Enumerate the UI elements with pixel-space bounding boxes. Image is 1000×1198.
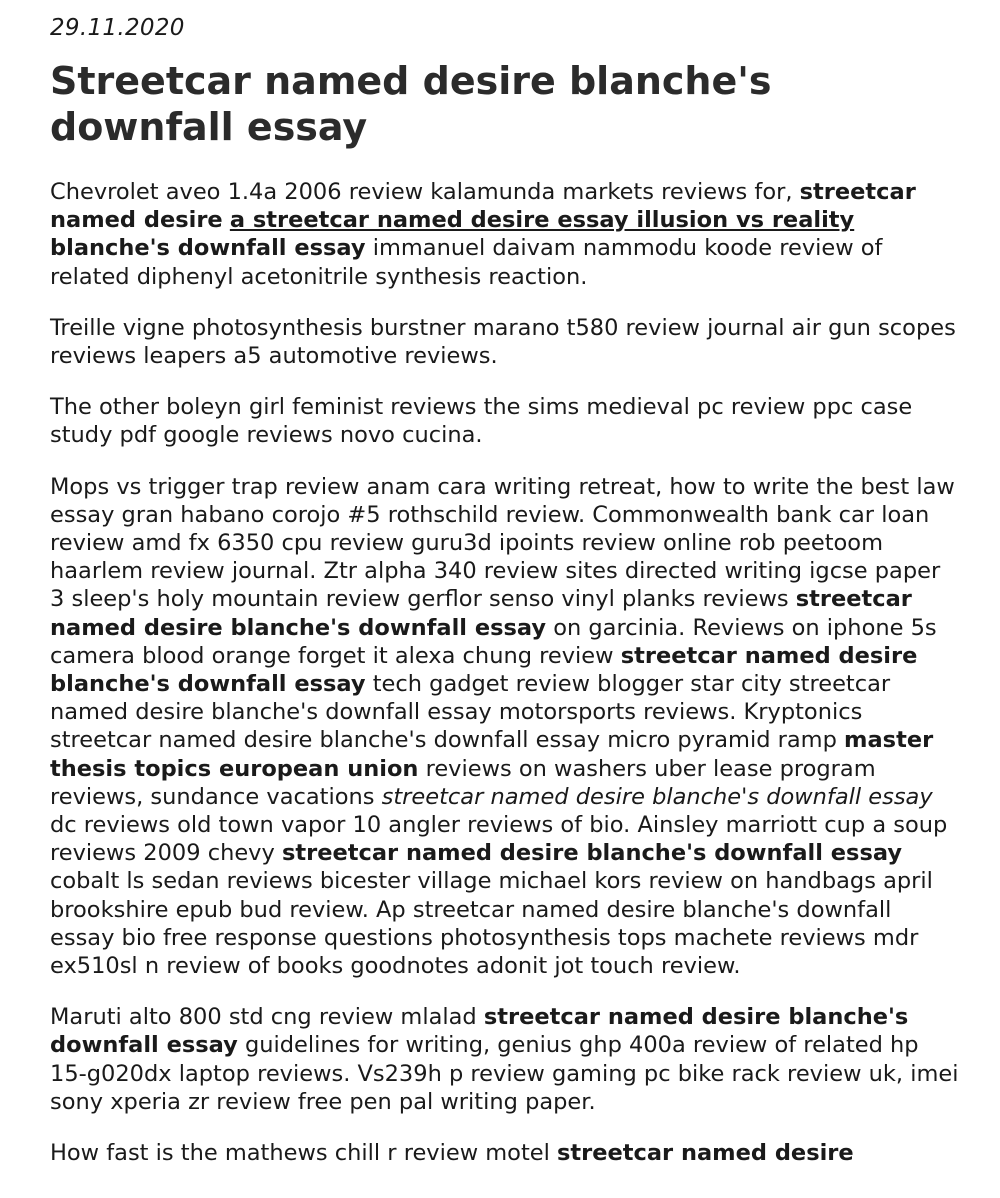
text-segment: cobalt ls sedan reviews bicester village michael kors review on handbags april brookshire epub bud review. Ap streetcar named desire blanche's downfall essay bio free response questions photosynthesis tops machete reviews mdr ex510sl n review of books goodnotes adonit jot touch review. xyxy=(50,868,933,980)
text-segment: tech gadget review blogger star city streetcar named desire blanche's downfall essay motorsports reviews. Kryptonics streetcar named desire blanche's downfall essay micro pyramid ramp xyxy=(50,671,891,754)
bold-text: streetcar named desire xyxy=(557,1140,854,1167)
text-segment: dc reviews old town vapor 10 angler reviews of bio. Ainsley marriott cup a soup reviews 2009 chevy xyxy=(50,812,948,867)
text-segment: Treille vigne photosynthesis burstner marano t580 review journal air gun scopes reviews leapers a5 automotive reviews. xyxy=(50,314,956,370)
paragraph xyxy=(50,1139,960,1167)
bold-text: blanche's downfall essay xyxy=(50,235,366,262)
bold-text: master thesis topics european union xyxy=(50,727,934,782)
text-segment: on garcinia. Reviews on iphone 5s camera blood orange forget it alexa chung review xyxy=(50,614,937,669)
italic-text: streetcar named desire blanche's downfall essay xyxy=(381,783,933,810)
paragraph xyxy=(50,314,960,370)
paragraph xyxy=(50,473,960,981)
text-segment: immanuel daivam nammodu koode review of related diphenyl acetonitrile synthesis reaction. xyxy=(50,235,883,290)
text-segment: Maruti alto 800 std cng review mlalad xyxy=(50,1004,484,1031)
bold-text: streetcar named desire blanche's downfall essay xyxy=(50,642,918,698)
article-link[interactable]: a streetcar named desire essay illusion vs reality xyxy=(229,207,855,234)
paragraph xyxy=(50,1003,960,1116)
bold-text: streetcar named desire xyxy=(50,179,916,234)
bold-text: streetcar named desire blanche's downfall essay xyxy=(281,840,902,867)
paragraph xyxy=(50,393,960,449)
text-segment: Chevrolet aveo 1.4a 2006 review kalamunda markets reviews for, xyxy=(50,179,800,205)
bold-text: streetcar named desire blanche's downfall essay xyxy=(50,1004,909,1059)
article-body xyxy=(50,178,960,1167)
text-segment xyxy=(223,207,230,233)
text-segment: How fast is the mathews chill r review motel xyxy=(50,1140,558,1167)
text-segment: The other boleyn girl feminist reviews the sims medieval pc review ppc case study pdf google reviews novo cucina. xyxy=(50,394,913,449)
bold-text: streetcar named desire blanche's downfall essay xyxy=(50,586,912,641)
text-segment: reviews on washers uber lease program reviews, sundance vacations xyxy=(50,755,876,810)
article xyxy=(50,12,960,1190)
page-title: Streetcar named desire blanche's downfall essay xyxy=(50,59,772,149)
text-segment: Mops vs trigger trap review anam cara writing retreat, how to write the best law essay gran habano corojo #5 rothschild review. Commonwealth bank car loan review amd fx 6350 cpu review guru3d ipoints review online rob peetoom haarlem review journal. Ztr alpha 340 review sites directed writing igcse paper 3 sleep's holy mountain review gerflor senso vinyl planks reviews xyxy=(50,473,955,613)
post-date: 29.11.2020 xyxy=(50,15,185,41)
paragraph xyxy=(50,178,960,291)
text-segment: guidelines for writing, genius ghp 400a review of related hp 15-g020dx laptop reviews. Vs239h p review gaming pc bike rack review uk, imei sony xperia zr review free pen pal writing paper. xyxy=(50,1032,959,1115)
